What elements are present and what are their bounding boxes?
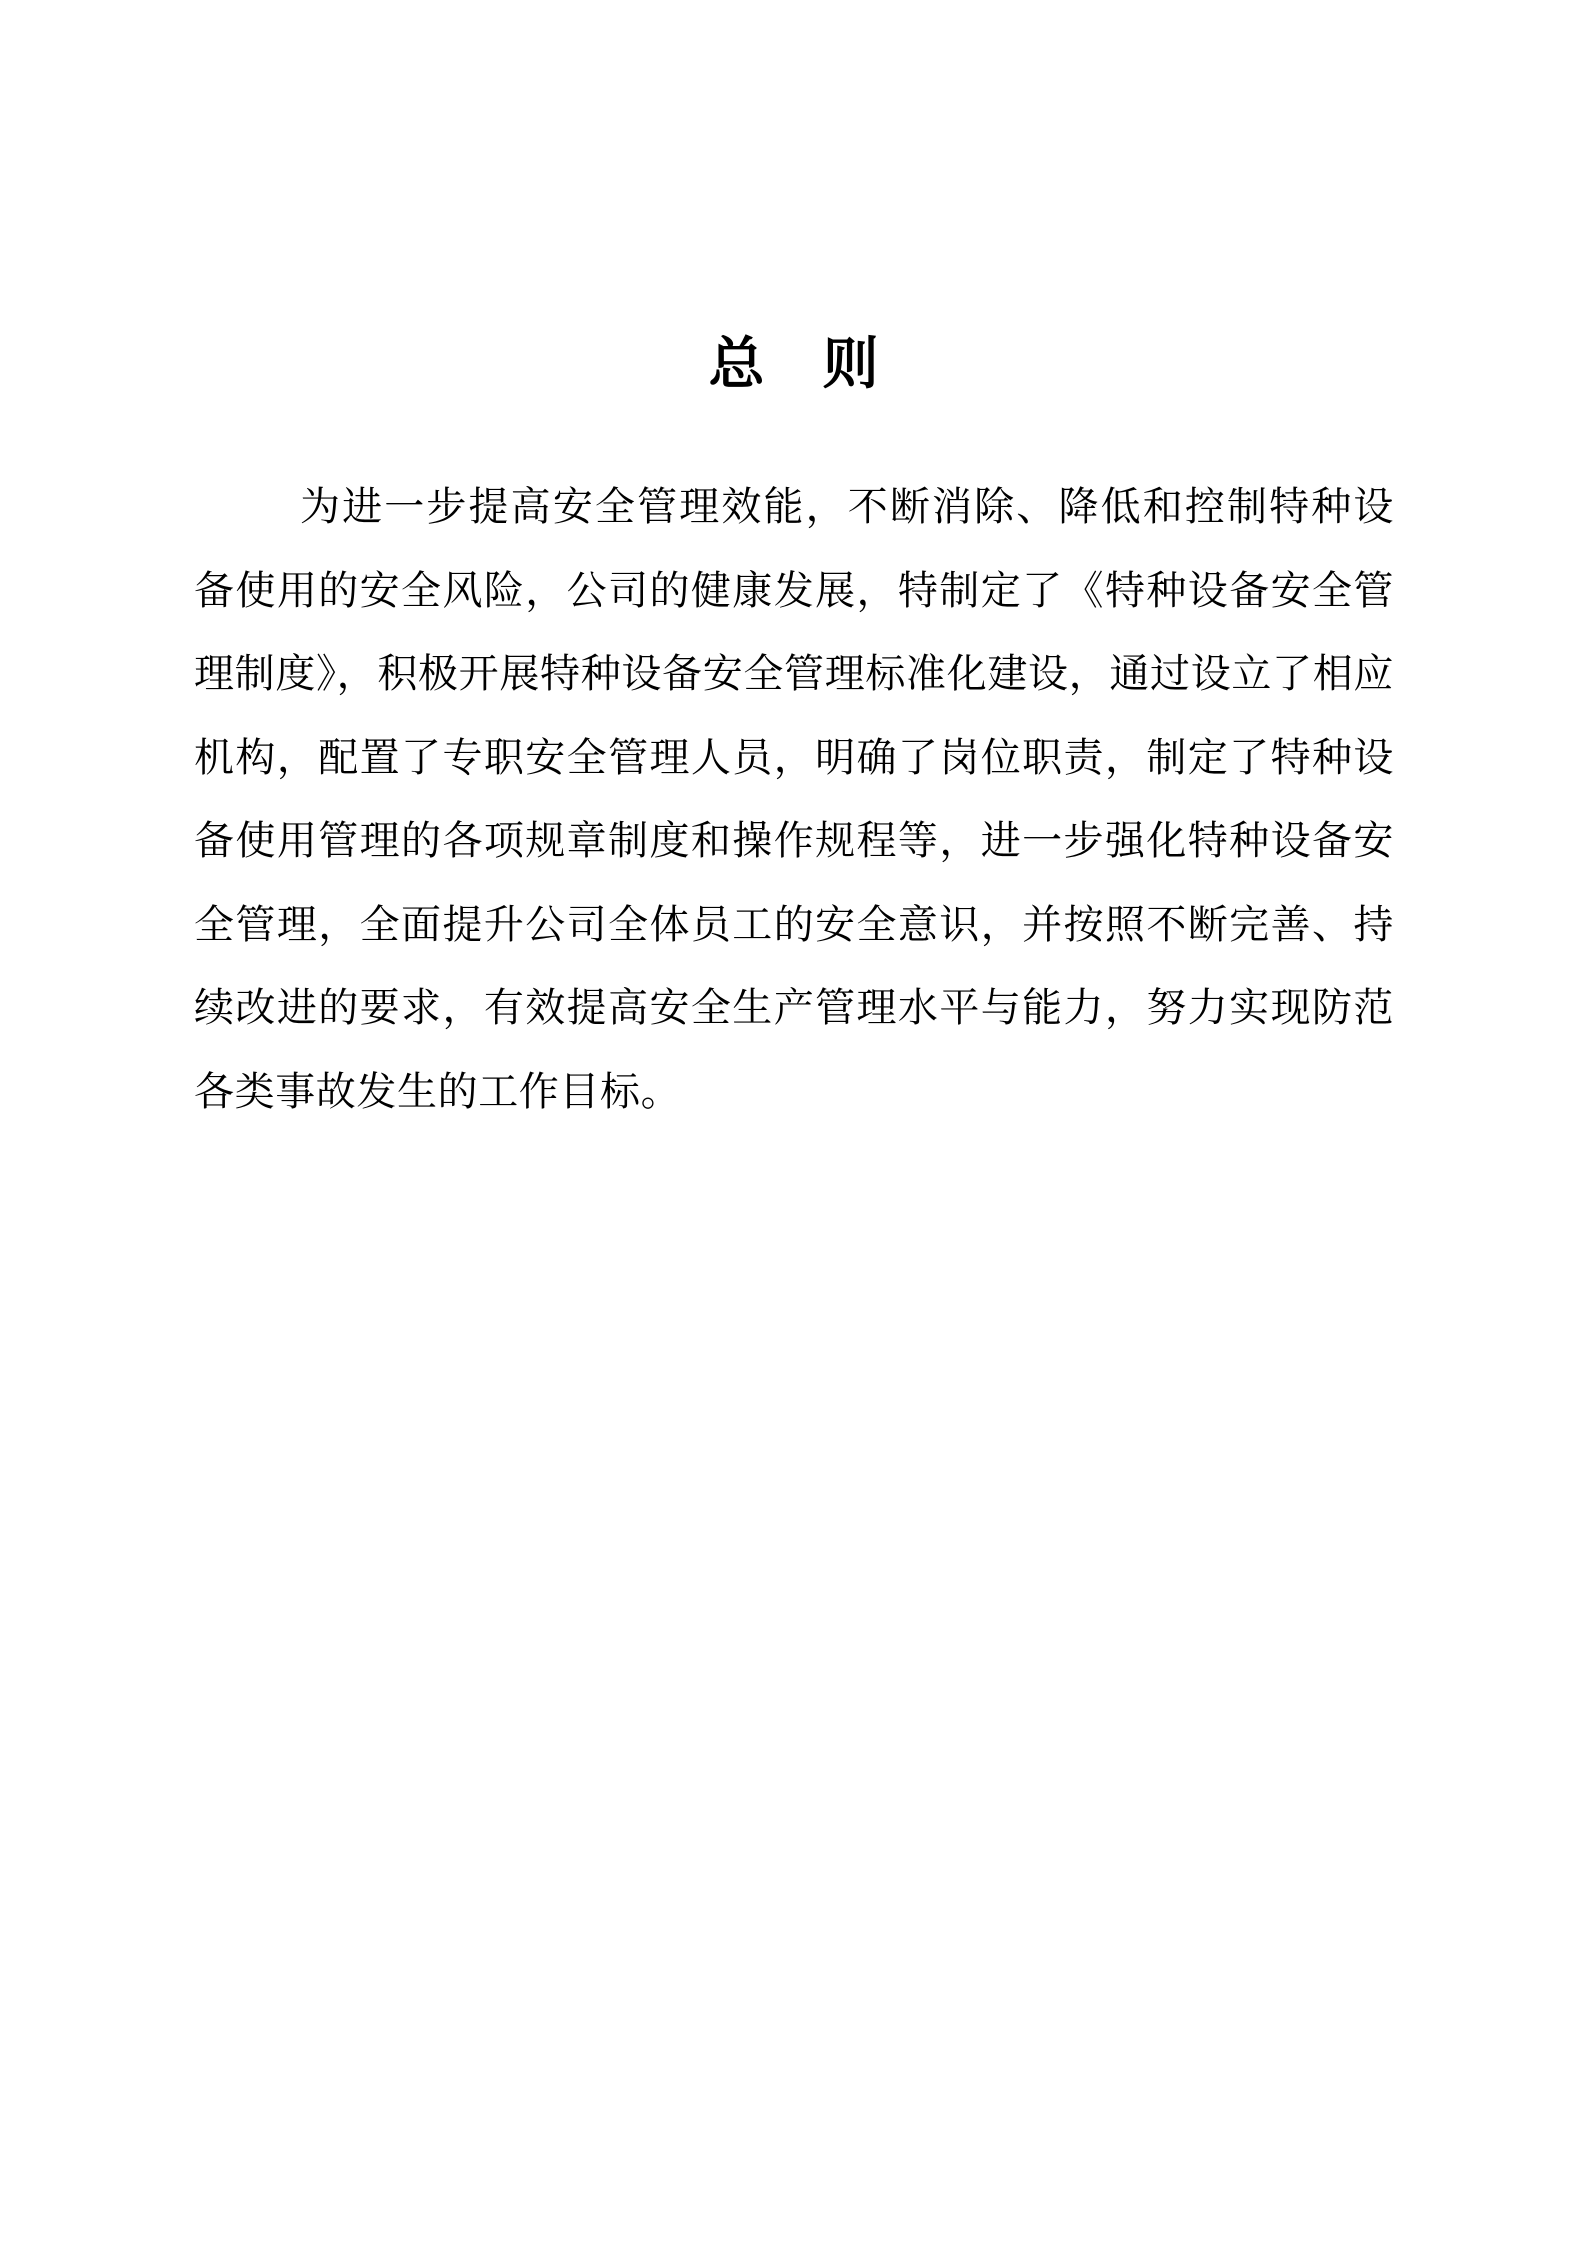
body-paragraph: 为进一步提高安全管理效能，不断消除、降低和控制特种设备使用的安全风险，公司的健康发展，特制定了《特种设备安全管理制度》，积极开展特种设备安全管理标准化建设，通过设立了相应机构，配置了专职安全管理人员，明确了岗位职责，制定了特种设备使用管理的各项规章制度和操作规程等，进一步强化特种设备安全管理，全面提升公司全体员工的安全意识，并按照不断完善、持续改进的要求，有效提高安全生产管理水平与能力，努力实现防范各类事故发生的工作目标。 (194, 484, 1394, 1115)
page-title: 总则 (708, 332, 937, 397)
